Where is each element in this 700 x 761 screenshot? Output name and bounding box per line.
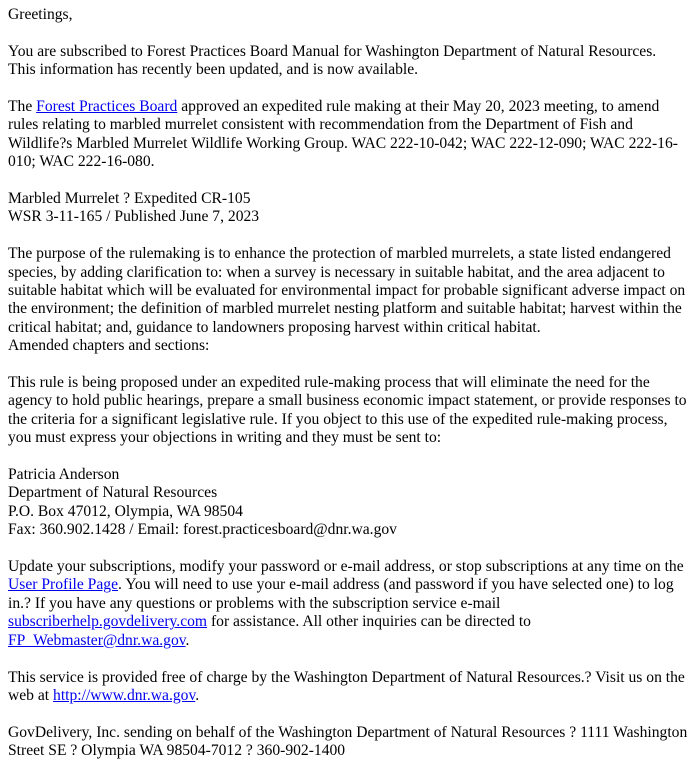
- contact-block: [8, 466, 692, 540]
- intro-paragraph: [8, 43, 692, 80]
- objection-paragraph: This rule is being proposed under an expedited rule-making process that will eliminate the need for the agency to hold public hearings, prepare a small business economic impact statement, or provide responses to the criteria for a significant legislative rule. If you object to this use of the expedited rule-making process, you must express your objections in writing and they must be sent to:: [8, 374, 687, 447]
- amended-label: Amended chapters and sections:: [8, 337, 210, 355]
- contact-name: Patricia Anderson: [8, 466, 120, 484]
- announcement-text: approved an expedited rule making at their May 20, 2023 meeting, to amend rules relating to marbled murrelet consistent with recommendation from the Department of Fish and Wildlife?s Marbled Murrelet Wildlife Working Group. WAC 222-10-042; WAC 222-12-090; WAC 222-16-010; WAC 222-16-080.: [8, 98, 678, 171]
- forest-practices-board-link[interactable]: Forest Practices Board: [36, 98, 178, 115]
- contact-fax-email: Fax: 360.902.1428 / Email: forest.practicesboard@dnr.wa.gov: [8, 521, 397, 539]
- contact-department: Department of Natural Resources: [8, 484, 218, 502]
- announcement-prefix: The: [8, 98, 37, 115]
- announcement-paragraph: [8, 98, 692, 172]
- service-paragraph: [8, 669, 692, 706]
- greeting: Greetings,: [8, 6, 73, 23]
- filing-title: Marbled Murrelet ? Expedited CR-105: [8, 190, 251, 208]
- subscriber-help-link[interactable]: subscriberhelp.govdelivery.com: [8, 613, 208, 631]
- filing-wsr: WSR 3-11-165 / Published June 7, 2023: [8, 208, 260, 226]
- subscription-text-4: .: [185, 631, 190, 649]
- footer-paragraph: GovDelivery, Inc. sending on behalf of the Washington Department of Natural Resources ? 1111 Washington Street SE ? Olympia WA 98504-7012 ? 360-902-1400: [8, 723, 688, 760]
- subscription-text-3: for assistance. All other inquiries can be directed to: [207, 613, 531, 631]
- intro-line-2: This information has recently been updated, and is now available.: [8, 61, 419, 79]
- subscription-text-2: . You will need to use your e-mail address (and password if you have selected one) to log in.? If you have any questions or problems with the subscription service e-mail: [8, 576, 674, 612]
- contact-address: P.O. Box 47012, Olympia, WA 98504: [8, 502, 243, 520]
- service-text-2: .: [195, 686, 200, 704]
- filing-info: [8, 190, 692, 227]
- subscription-paragraph: [8, 558, 692, 650]
- purpose-text: The purpose of the rulemaking is to enhance the protection of marbled murrelets, a state listed endangered species, by adding clarification to: when a survey is necessary in suitable habitat, and the area adjacent to suitable habitat which will be evaluated for environmental impact for probable significant adverse impact on the environment; the definition of marbled murrelet nesting platform and suitable habitat; harvest within the critical habitat; and, guidance to landowners proposing harvest within critical habitat.: [8, 245, 686, 336]
- subscription-text-1: Update your subscriptions, modify your password or e-mail address, or stop subscriptions at any time on the: [8, 558, 684, 576]
- intro-line-1: You are subscribed to Forest Practices Board Manual for Washington Department of Natural Resources.: [8, 42, 657, 60]
- webmaster-email-link[interactable]: FP_Webmaster@dnr.wa.gov: [8, 631, 186, 649]
- user-profile-link[interactable]: User Profile Page: [8, 576, 118, 594]
- dnr-website-link[interactable]: http://www.dnr.wa.gov: [53, 686, 196, 704]
- purpose-paragraph: [8, 245, 692, 355]
- service-text-1: This service is provided free of charge by the Washington Department of Natural Resources.? Visit us on the web at: [8, 668, 685, 704]
